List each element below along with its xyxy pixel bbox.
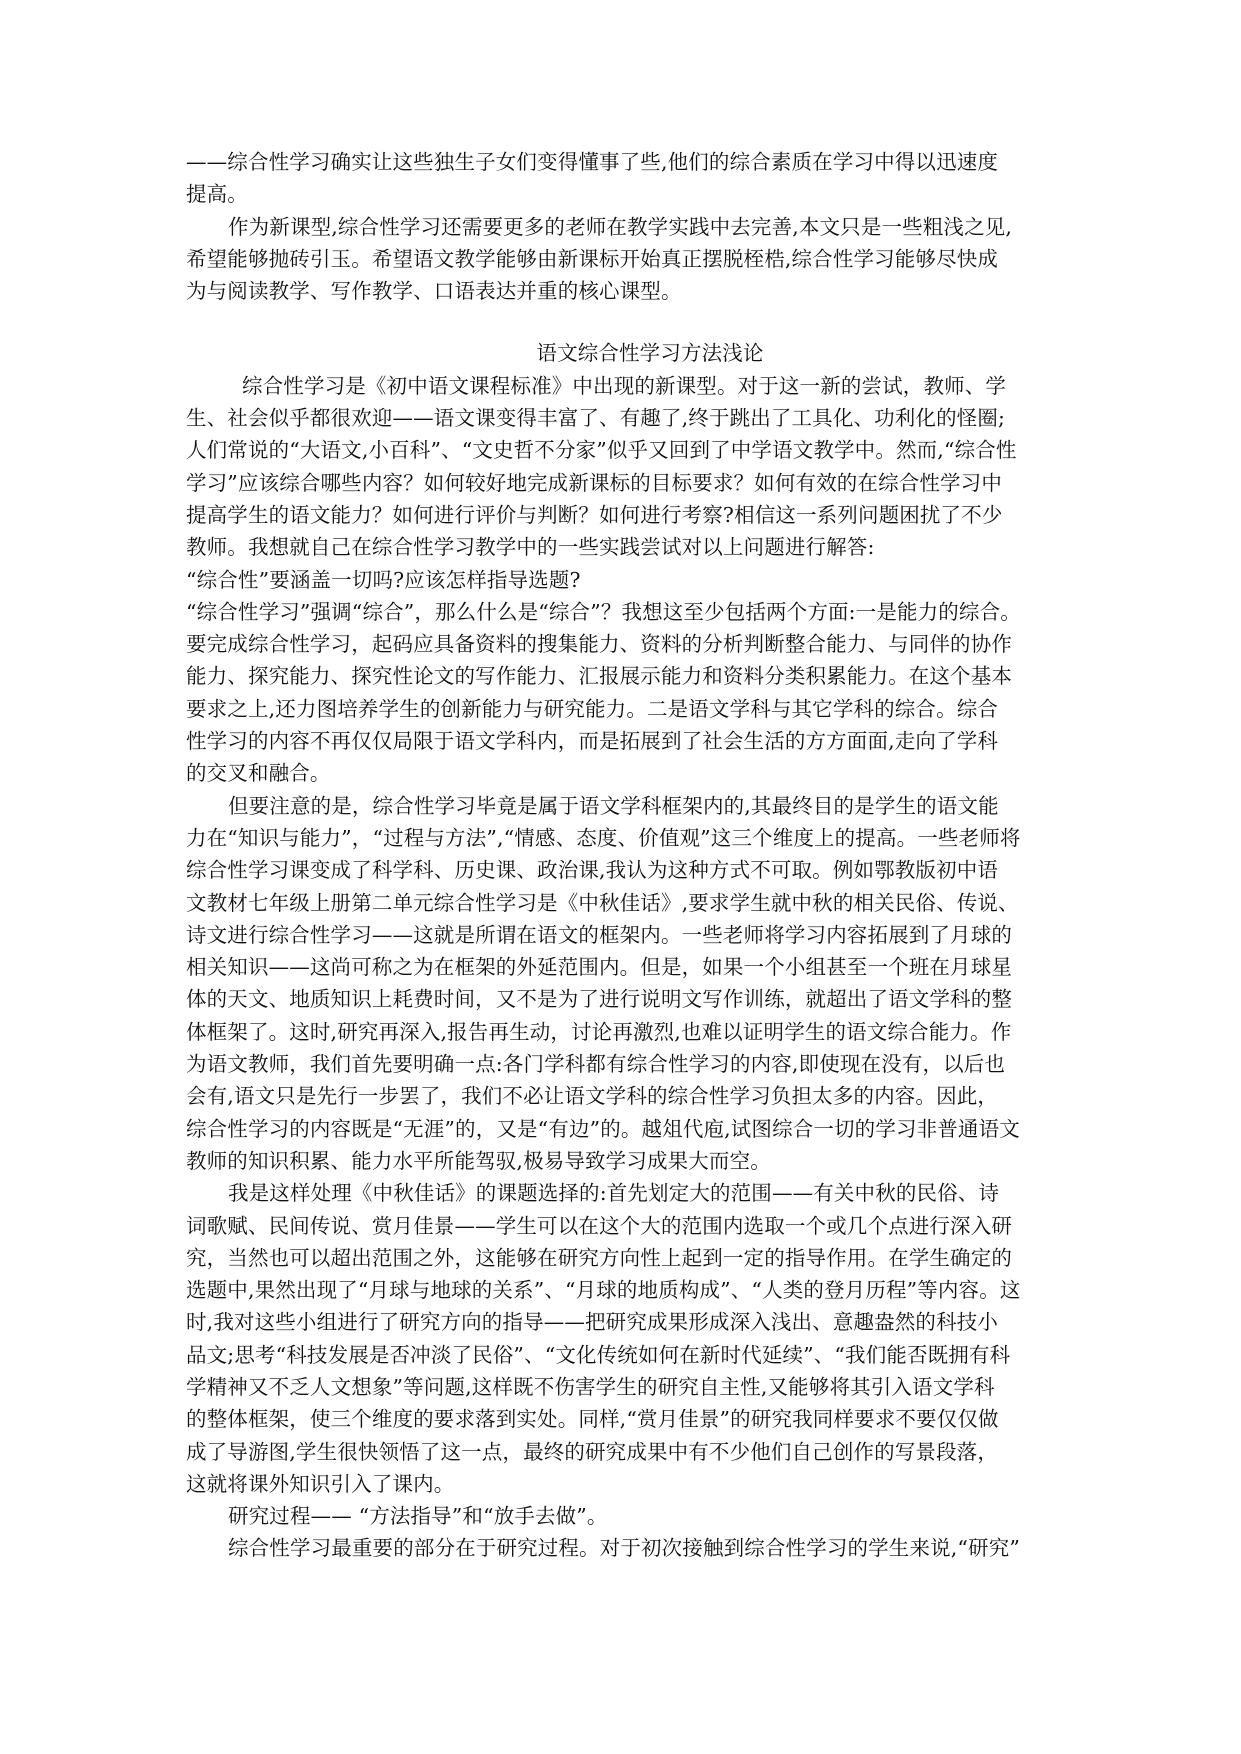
text-line: 人们常说的“大语文,小百科”、“文史哲不分家”似乎又回到了中学语文教学中。然而,“综合性: [186, 438, 1017, 463]
text-line: 要完成综合性学习，起码应具备资料的搜集能力、资料的分析判断整合能力、与同伴的协作: [186, 632, 1012, 657]
text-line: 究，当然也可以超出范围之外，这能够在研究方向性上起到一定的指导作用。在学生确定的: [186, 1245, 1012, 1270]
text-line: 教师。我想就自己在综合性学习教学中的一些实践尝试对以上问题进行解答:: [186, 535, 875, 560]
text-line: 学精神又不乏人文想象”等问题,这样既不伤害学生的研究自主性,又能够将其引入语文学科: [186, 1374, 995, 1399]
text-line: 力在“知识与能力”，“过程与方法”,“情感、态度、价值观”这三个维度上的提高。一些老师将: [186, 825, 1021, 850]
section1-paragraph-3: [186, 1177, 1054, 1500]
article-title: 语文综合性学习方法浅论: [536, 341, 764, 366]
previous-article-ending: [186, 146, 1054, 307]
text-line: 综合性学习的内容既是“无涯”的，又是“有边”的。越俎代庖,试图综合一切的学习非普通语文: [186, 1116, 1020, 1141]
text-line: 的交叉和融合。: [186, 761, 331, 786]
text-line: 的整体框架，使三个维度的要求落到实处。同样,“赏月佳景”的研究我同样要求不要仅仅做: [186, 1407, 999, 1432]
text-line: ——综合性学习确实让这些独生子女们变得懂事了些,他们的综合素质在学习中得以迅速度: [186, 150, 999, 174]
text-line: 时,我对这些小组进行了研究方向的指导——把研究成果形成深入浅出、意趣盎然的科技小: [186, 1310, 999, 1335]
text-line: 诗文进行综合性学习——这就是所谓在语文的框架内。一些老师将学习内容拓展到了月球的: [186, 922, 1012, 947]
text-line: 生、社会似乎都很欢迎——语文课变得丰富了、有趣了,终于跳出了工具化、功利化的怪圈;: [186, 406, 1006, 431]
text-line: 提高。: [186, 182, 248, 207]
text-line: 综合性学习是《初中语文课程标准》中出现的新课型。对于这一新的尝试，教师、学: [242, 373, 1007, 398]
section2-paragraph-1: [186, 1532, 1054, 1564]
section1-paragraph-1: [186, 596, 1054, 790]
section1-paragraph-2: [186, 790, 1054, 1178]
text-line: 会有,语文只是先行一步罢了，我们不必让语文学科的综合性学习负担太多的内容。因此，: [186, 1084, 999, 1109]
text-line: 文教材七年级上册第二单元综合性学习是《中秋佳话》,要求学生就中秋的相关民俗、传说、: [186, 890, 1019, 915]
text-line: 我是这样处理《中秋佳话》的课题选择的:首先划定大的范围——有关中秋的民俗、诗: [228, 1181, 1000, 1206]
text-line: 词歌赋、民间传说、赏月佳景——学生可以在这个大的范围内选取一个或几个点进行深入研: [186, 1213, 1012, 1238]
text-line: 能力、探究能力、探究性论文的写作能力、汇报展示能力和资料分类积累能力。在这个基本: [186, 664, 1012, 689]
text-line: 学习”应该综合哪些内容？如何较好地完成新课标的目标要求？如何有效的在综合性学习中: [186, 470, 1002, 495]
text-line: 但要注意的是，综合性学习毕竟是属于语文学科框架内的,其最终目的是学生的语文能: [228, 793, 999, 818]
section-heading: 研究过程—— “方法指导”和“放手去做”。: [228, 1504, 608, 1529]
intro-paragraph: [186, 370, 1054, 564]
text-line: 选题中,果然出现了“月球与地球的关系”、“月球的地质构成”、“人类的登月历程”等内容。这: [186, 1278, 1021, 1303]
text-line: “综合性学习”强调“综合”，那么什么是“综合”？我想这至少包括两个方面:一是能力的综合。: [186, 599, 1021, 624]
text-line: 要求之上,还力图培养学生的创新能力与研究能力。二是语文学科与其它学科的综合。综合: [186, 696, 999, 721]
document-page: [186, 146, 1054, 1565]
text-line: 体的天文、地质知识上耗费时间，又不是为了进行说明文写作训练，就超出了语文学科的整: [186, 987, 1012, 1012]
text-line: 教师的知识积累、能力水平所能驾驭,极易导致学习成果大而空。: [186, 1148, 771, 1173]
text-line: 综合性学习课变成了科学科、历史课、政治课,我认为这种方式不可取。例如鄂教版初中语: [186, 858, 999, 883]
text-line: 综合性学习最重要的部分在于研究过程。对于初次接触到综合性学习的学生来说,“研究”: [228, 1536, 1020, 1561]
text-line: 性学习的内容不再仅仅局限于语文学科内，而是拓展到了社会生活的方方面面,走向了学科: [186, 729, 999, 754]
text-line: 体框架了。这时,研究再深入,报告再生动，讨论再激烈,也难以证明学生的语文综合能力。作: [186, 1019, 1012, 1044]
text-line: 为语文教师，我们首先要明确一点:各门学科都有综合性学习的内容,即使现在没有，以后也: [186, 1052, 1006, 1077]
text-line: 这就将课外知识引入了课内。: [186, 1471, 455, 1496]
text-line: 希望能够抛砖引玉。希望语文教学能够由新课标开始真正摆脱桎梏,综合性学习能够尽快成: [186, 246, 999, 271]
text-line: 为与阅读教学、写作教学、口语表达并重的核心课型。: [186, 279, 682, 304]
text-line: 相关知识——这尚可称之为在框架的外延范围内。但是，如果一个小组甚至一个班在月球星: [186, 955, 1012, 980]
text-line: 品文;思考“科技发展是否冲淡了民俗”、“文化传统如何在新时代延续”、“我们能否既拥有科: [186, 1342, 1011, 1367]
text-line: 提高学生的语文能力？如何进行评价与判断？如何进行考察?相信这一系列问题困扰了不少: [186, 502, 1003, 527]
section-heading: “综合性”要涵盖一切吗?应该怎样指导选题?: [186, 567, 581, 592]
text-line: 作为新课型,综合性学习还需要更多的老师在教学实践中去完善,本文只是一些粗浅之见,: [228, 214, 1013, 239]
text-line: 成了导游图,学生很快领悟了这一点，最终的研究成果中有不少他们自己创作的写景段落，: [186, 1439, 999, 1464]
